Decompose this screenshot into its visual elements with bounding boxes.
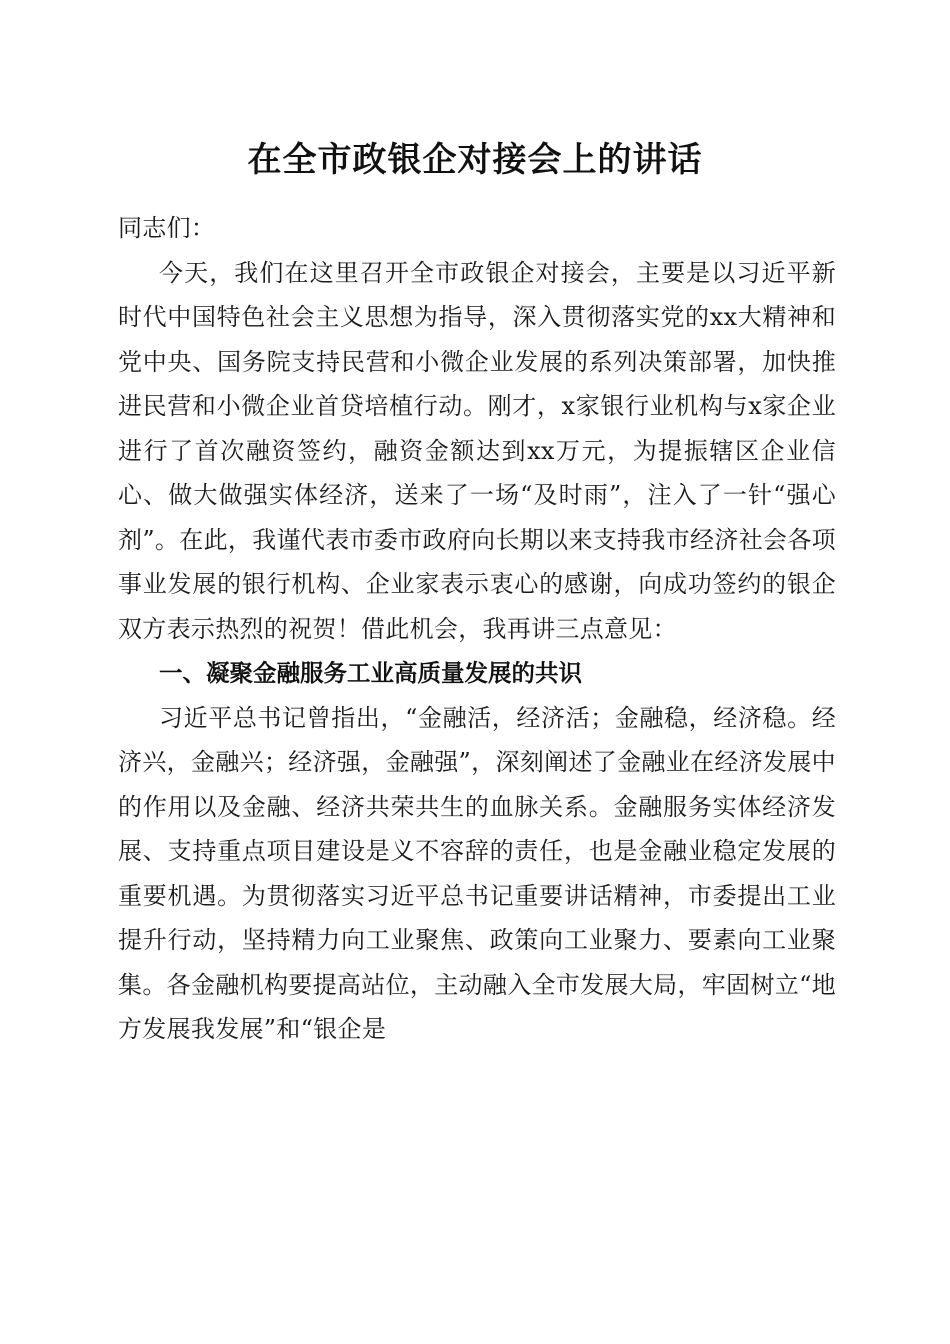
document-body bbox=[118, 206, 836, 1052]
salutation: 同志们： bbox=[118, 214, 216, 242]
document-title: 在全市政银企对接会上的讲话 bbox=[247, 140, 703, 180]
section-1-paragraph: 习近平总书记曾指出，“金融活，经济活；金融稳，经济稳。经济兴，金融兴；经济强，金融强”，深刻阐述了金融业在经济发展中的作用以及金融、经济共荣共生的血脉关系。金融服务实体经济发展、支持重点项目建设是义不容辞的责任，也是金融业稳定发展的重要机遇。为贯彻落实习近平总书记重要讲话精神，市委提出工业提升行动，坚持精力向工业聚焦、政策向工业聚力、要素向工业聚集。各金融机构要提高站位，主动融入全市发展大局，牢固树立“地方发展我发展”和“银企是 bbox=[118, 703, 836, 1043]
opening-paragraph: 今天，我们在这里召开全市政银企对接会，主要是以习近平新时代中国特色社会主义思想为指导，深入贯彻落实党的xx大精神和党中央、国务院支持民营和小微企业发展的系列决策部署，加快推进民营和小微企业首贷培植行动。刚才，x家银行业机构与x家企业进行了首次融资签约，融资金额达到xx万元，为提振辖区企业信心、做大做强实体经济，送来了一场“及时雨”，注入了一针“强心剂”。在此，我谨代表市委市政府向长期以来支持我市经济社会各项事业发展的银行机构、企业家表示衷心的感谢，向成功签约的银企双方表示热烈的祝贺！借此机会，我再讲三点意见： bbox=[118, 258, 836, 643]
section-heading-1: 一、凝聚金融服务工业高质量发展的共识 bbox=[159, 659, 582, 687]
